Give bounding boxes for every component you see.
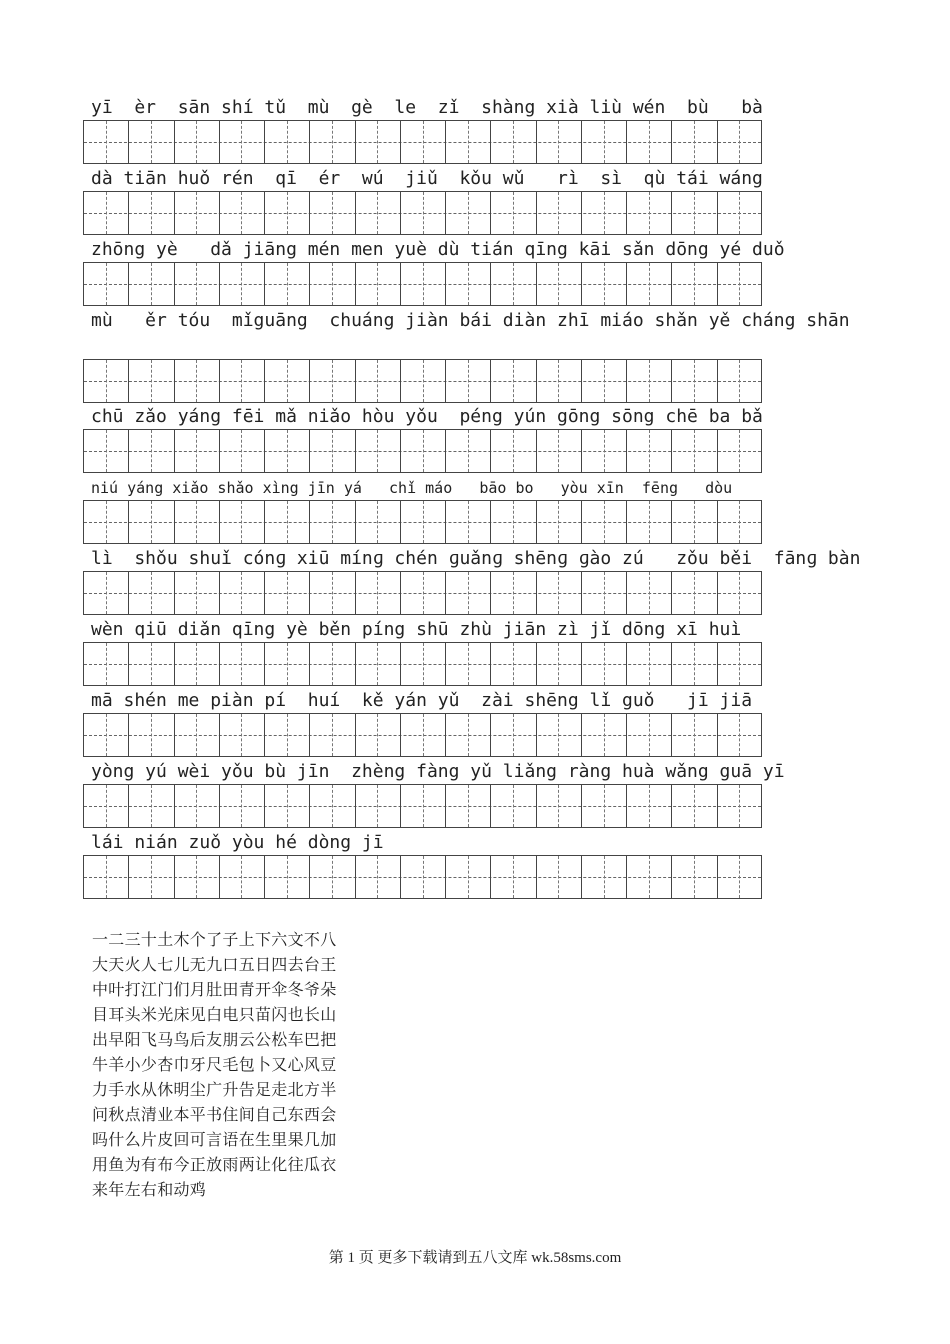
writing-grid[interactable] xyxy=(83,120,762,164)
writing-grid[interactable] xyxy=(83,642,762,686)
character-line: 问秋点清业本平书住间自己东西会 xyxy=(92,1105,337,1124)
character-list xyxy=(92,927,362,1202)
character-line: 一二三十土木个了子上下六文不八 xyxy=(92,930,337,949)
character-line: 力手水从休明尘广升告足走北方半 xyxy=(92,1080,337,1099)
pinyin-line: chū zǎo yáng fēi mǎ niǎo hòu yǒu péng yún gōng sōng chē ba bǎ xyxy=(91,406,763,427)
pinyin-line: yòng yú wèi yǒu bù jīn zhèng fàng yǔ liǎng ràng huà wǎng guā yī xyxy=(91,761,785,782)
pinyin-line: lái nián zuǒ yòu hé dòng jī xyxy=(91,832,384,853)
writing-grid[interactable] xyxy=(83,191,762,235)
pinyin-line: niú yáng xiǎo shǎo xìng jīn yá chǐ máo bāo bo yòu xīn fēng dòu xyxy=(91,479,733,497)
character-line: 来年左右和动鸡 xyxy=(92,1180,207,1199)
character-line: 吗什么片皮回可言语在生里果几加 xyxy=(92,1130,337,1149)
character-line: 大天火人七儿无九口五日四去台王 xyxy=(92,955,337,974)
character-line: 目耳头米光床见白电只苗闪也长山 xyxy=(92,1005,337,1024)
pinyin-line: mù ěr tóu mǐguāng chuáng jiàn bái diàn zhī miáo shǎn yě cháng shān xyxy=(91,310,850,331)
writing-grid[interactable] xyxy=(83,500,762,544)
writing-grid[interactable] xyxy=(83,571,762,615)
pinyin-line: dà tiān huǒ rén qī ér wú jiǔ kǒu wǔ rì sì qù tái wáng xyxy=(91,168,763,189)
character-line: 出早阳飞马鸟后友朋云公松车巴把 xyxy=(92,1030,337,1049)
writing-grid[interactable] xyxy=(83,855,762,899)
writing-grid[interactable] xyxy=(83,713,762,757)
pinyin-line: mā shén me piàn pí huí kě yán yǔ zài shēng lǐ guǒ jī jiā xyxy=(91,690,753,711)
character-line: 用鱼为有布今正放雨两让化往瓜衣 xyxy=(92,1155,337,1174)
writing-grid[interactable] xyxy=(83,262,762,306)
pinyin-line: zhōng yè dǎ jiāng mén men yuè dù tián qīng kāi sǎn dōng yé duǒ xyxy=(91,239,785,260)
pinyin-line: wèn qiū diǎn qīng yè běn píng shū zhù jiān zì jǐ dōng xī huì xyxy=(91,619,742,640)
writing-grid[interactable] xyxy=(83,429,762,473)
character-line: 中叶打江门们月肚田青开伞冬爷朵 xyxy=(92,980,337,999)
writing-grid[interactable] xyxy=(83,784,762,828)
character-line: 牛羊小少杏巾牙尺毛包卜又心风豆 xyxy=(92,1055,337,1074)
pinyin-line: yī èr sān shí tǔ mù gè le zǐ shàng xià liù wén bù bà xyxy=(91,97,763,118)
writing-grid[interactable] xyxy=(83,359,762,403)
page-footer: 第 1 页 更多下载请到五八文库 wk.58sms.com xyxy=(328,1250,622,1266)
pinyin-line: lì shǒu shuǐ cónɡ xiū mínɡ chén ɡuǎnɡ shēnɡ ɡào zú zǒu běi fānɡ bàn xyxy=(91,548,861,569)
